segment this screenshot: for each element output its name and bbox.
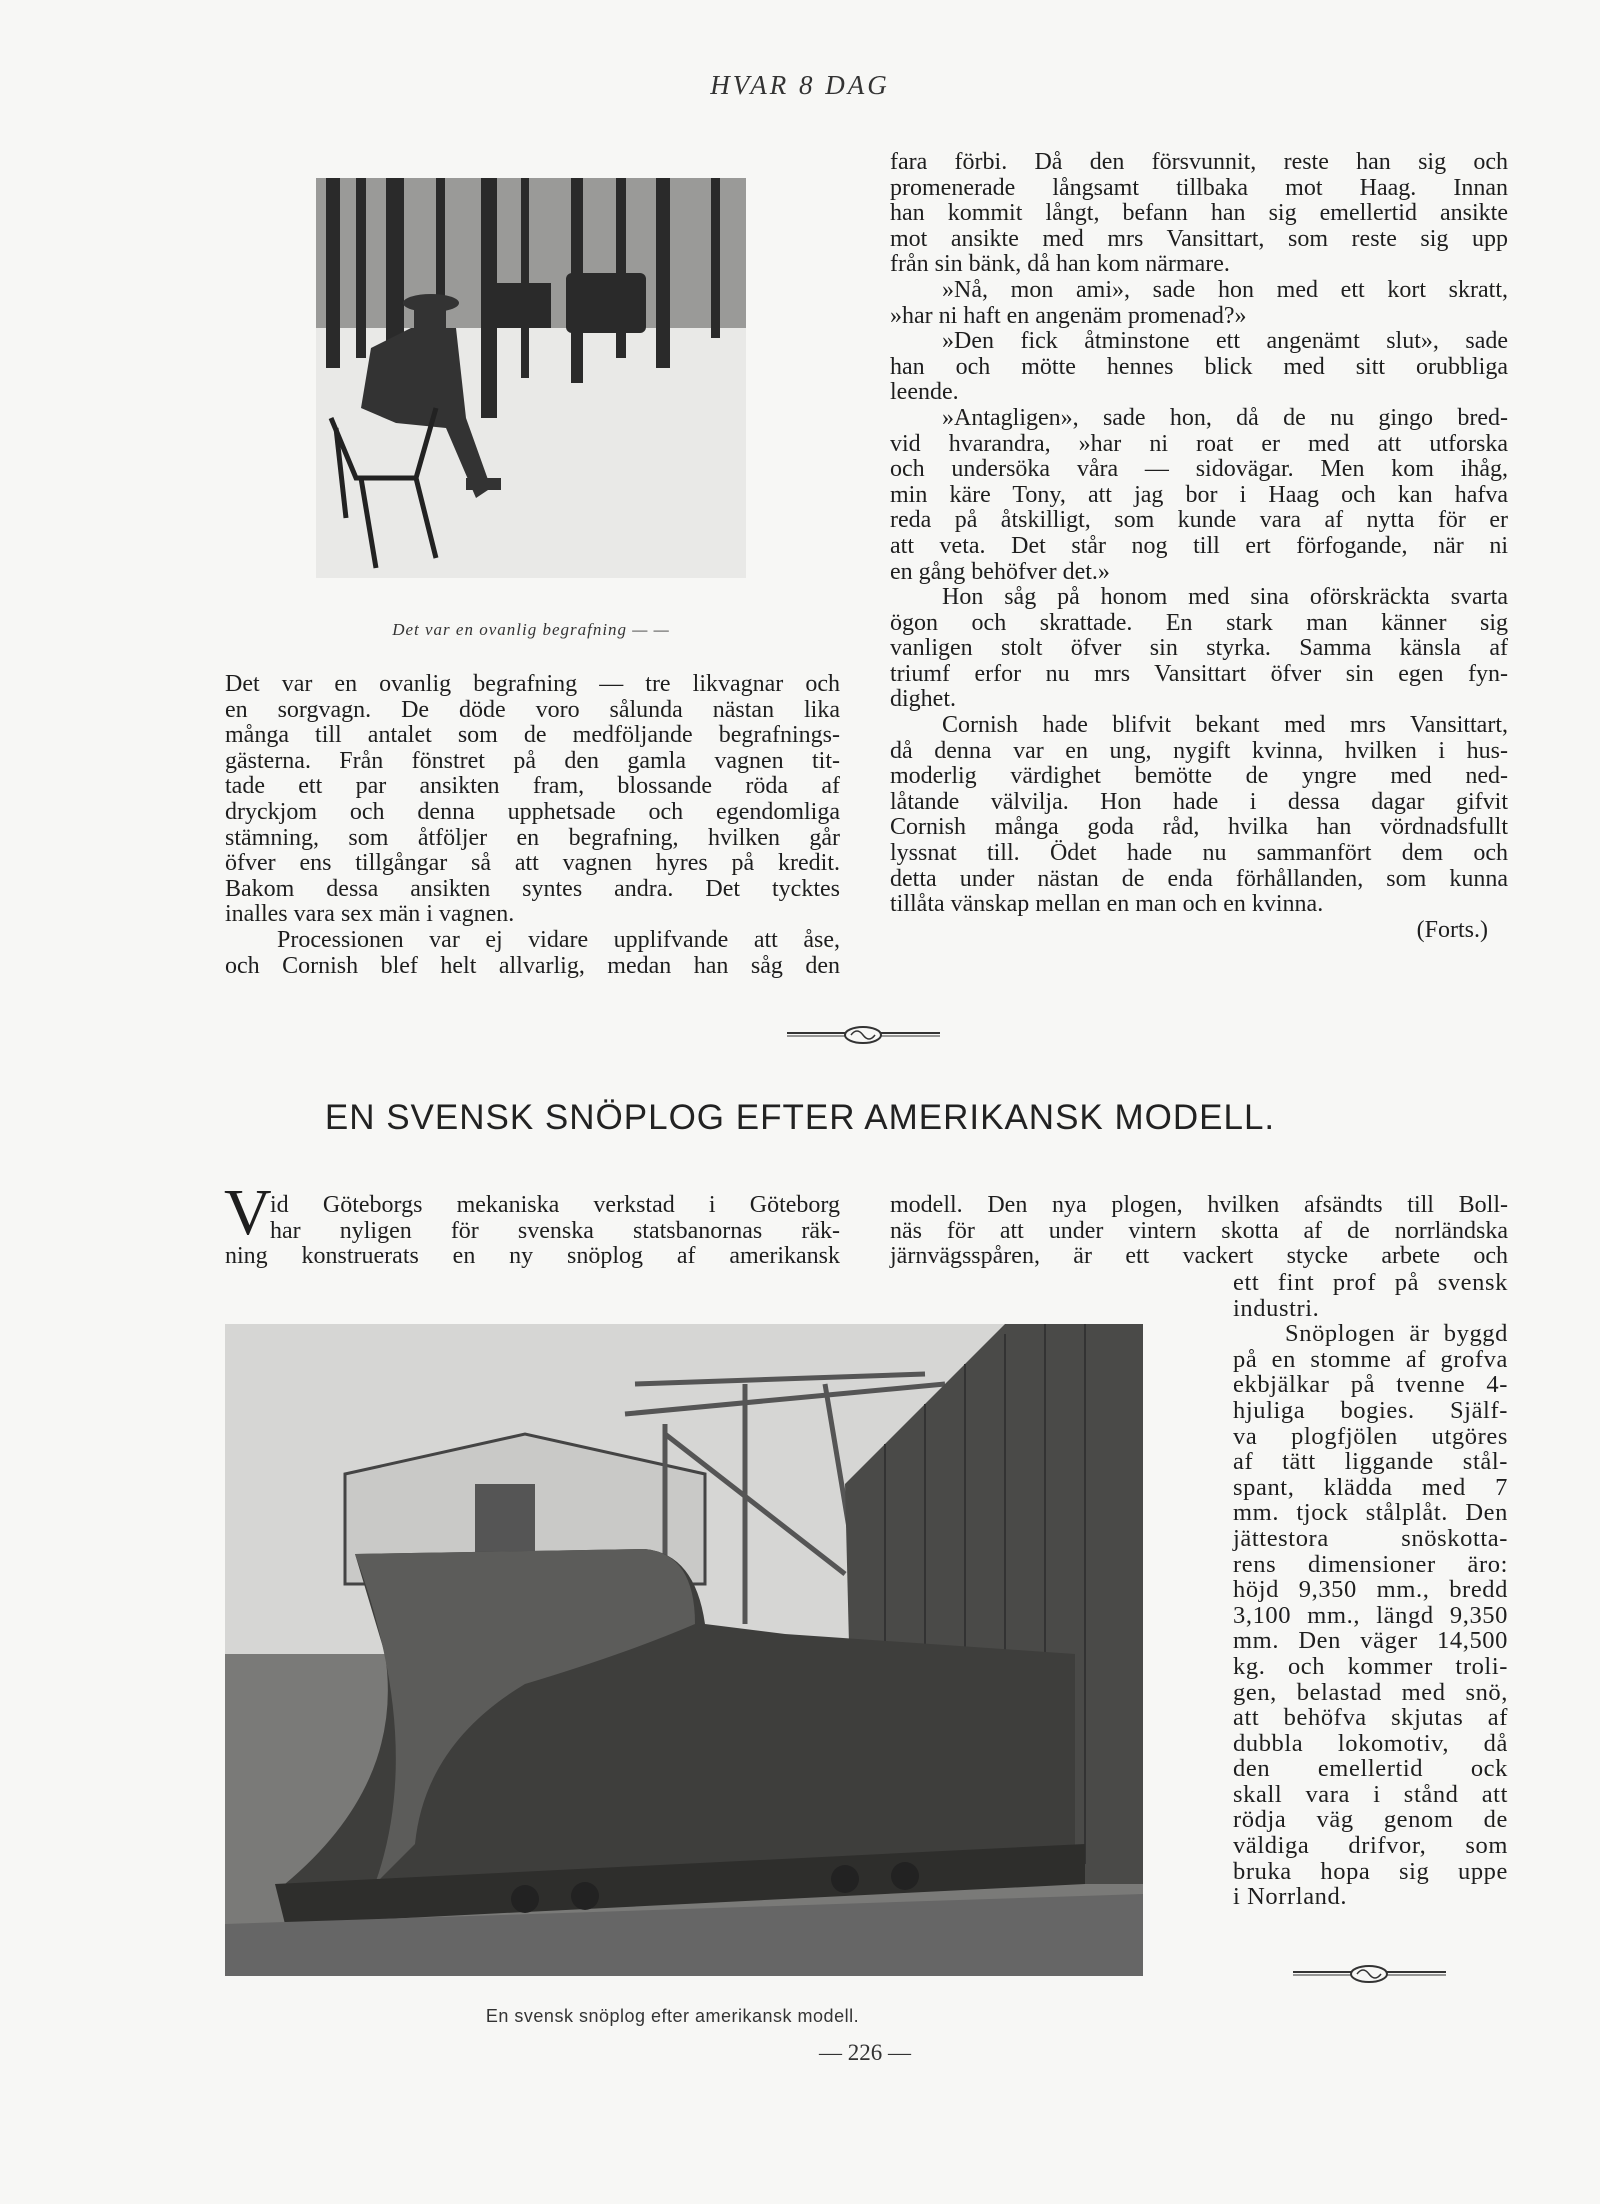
- text-line: många till antalet som de medföljande begrafnings-: [225, 722, 840, 749]
- text-line: Cornish många goda råd, hvilka han vördnadsfullt: [890, 814, 1508, 841]
- text-line: Processionen var ej vidare upplifvande att åse,: [277, 926, 840, 953]
- text-line: 3,100 mm., längd 9,350: [1233, 1601, 1508, 1629]
- text-line: järnvägsspåren, är ett vackert stycke arbete och: [890, 1243, 1508, 1270]
- text-line: »har ni haft en angenäm promenad?»: [890, 302, 1247, 329]
- text-line: tillåta vänskap mellan en man och en kvinna.: [890, 891, 1324, 918]
- drop-cap: V: [224, 1176, 272, 1249]
- text-line: rens dimensioner äro:: [1233, 1550, 1508, 1578]
- text-line: i Norrland.: [1233, 1883, 1348, 1911]
- text-line: vid hvarandra, »har ni roat er med att utforska: [890, 430, 1508, 457]
- text-line: den emellertid ock: [1233, 1755, 1508, 1783]
- ornament-divider: [787, 1024, 940, 1044]
- text-line: ögon och skrattade. En stark man känner sig: [890, 609, 1508, 636]
- text-line: från sin bänk, då han kom närmare.: [890, 251, 1230, 278]
- ornament-divider-end: [1293, 1963, 1446, 1983]
- text-line: att behöfva skjutas af: [1233, 1704, 1508, 1732]
- text-line: mm. tjock stålplåt. Den: [1233, 1499, 1508, 1527]
- snowplow-image: [225, 1324, 1143, 1976]
- text-line: ning konstruerats en ny snöplog af amerikansk: [225, 1243, 840, 1270]
- text-line: mot ansikte med mrs Vansittart, som reste sig upp: [890, 225, 1508, 252]
- text-line: rödja väg genom de: [1233, 1806, 1508, 1834]
- text-line: triumf erfor nu mrs Vansittart öfver sin egen fyn-: [890, 660, 1508, 687]
- text-line: moderlig värdighet bemötte de yngre med ned-: [890, 763, 1508, 790]
- text-line: mm. Den väger 14,500: [1233, 1627, 1508, 1655]
- text-line: modell. Den nya plogen, hvilken afsändts till Boll-: [890, 1192, 1508, 1218]
- text-line: ekbjälkar på tvenne 4-: [1233, 1371, 1508, 1399]
- text-line: gästerna. Från fönstret på den gamla vagnen tit-: [225, 747, 840, 774]
- text-line: dubbla lokomotiv, då: [1233, 1729, 1508, 1757]
- text-line: promenerade långsamt tillbaka mot Haag. Innan: [890, 174, 1508, 201]
- text-line: stämning, som åtföljer en begrafning, hvilken går: [225, 824, 840, 851]
- funeral-illustration: [316, 178, 746, 578]
- article-narrow-column: [1233, 1270, 1508, 1910]
- text-line: och Cornish blef helt allvarlig, medan han såg den: [225, 952, 840, 979]
- text-line: inalles vara sex män i vagnen.: [225, 901, 515, 928]
- text-line: Bakom dessa ansikten syntes andra. Det tycktes: [225, 875, 840, 902]
- text-line: »Antagligen», sade hon, då de nu gingo bred-: [942, 404, 1508, 431]
- article-right-column: [890, 1193, 1508, 1270]
- text-line: öfver ens tillgångar så att vagnen hyres på kredit.: [225, 850, 840, 877]
- text-line: jättestora snöskotta-: [1233, 1524, 1508, 1552]
- text-line: näs för att under vintern skotta af de norrländska: [890, 1217, 1508, 1244]
- text-line: höjd 9,350 mm., bredd: [1233, 1576, 1508, 1604]
- text-line: kg. och kommer troli-: [1233, 1652, 1508, 1680]
- text-line: »Den fick åtminstone ett angenämt slut», sade: [942, 328, 1508, 355]
- story-right-column: [890, 150, 1508, 943]
- text-line: leende.: [890, 379, 959, 406]
- text-line: dighet.: [890, 686, 956, 713]
- text-line: lyssnat till. Ödet hade nu sammanfört dem och: [890, 840, 1508, 867]
- text-line: Snöplogen är byggd: [1285, 1320, 1508, 1348]
- page-number: — 226 —: [819, 2040, 911, 2065]
- illustration-caption: Det var en ovanlig begrafning — —: [392, 620, 670, 639]
- text-line: på en stomme af grofva: [1233, 1345, 1508, 1373]
- continued-note: (Forts.): [1416, 916, 1488, 943]
- text-line: gen, belastad med snö,: [1233, 1678, 1508, 1706]
- text-line: fara förbi. Då den försvunnit, reste han sig och: [890, 149, 1508, 175]
- text-line: hjuliga bogies. Själf-: [1233, 1396, 1508, 1424]
- text-line: va plogfjölen utgöres: [1233, 1422, 1508, 1450]
- text-line: Hon såg på honom med sina oförskräckta svarta: [942, 584, 1508, 611]
- story-left-column: [225, 672, 840, 979]
- text-line: låtande välvilja. Hon hade i dessa dagar gifvit: [890, 788, 1508, 815]
- text-line: vanligen stolt öfver sin styrka. Samma känsla af: [890, 635, 1508, 662]
- text-line: industri.: [1233, 1294, 1320, 1322]
- text-line: han och mötte hennes blick med sitt orubbliga: [890, 353, 1508, 380]
- text-line: Det var en ovanlig begrafning — tre likvagnar och: [225, 671, 840, 697]
- text-line: detta under nästan de enda förhållanden, som kunna: [890, 865, 1508, 892]
- text-line: en sorgvagn. De döde voro sålunda nästan lika: [225, 696, 840, 723]
- text-line: Cornish hade blifvit bekant med mrs Vansittart,: [942, 712, 1508, 739]
- text-line: en gång behöfver det.»: [890, 558, 1110, 585]
- text-line: skall vara i stånd att: [1233, 1780, 1508, 1808]
- text-line: att veta. Det står nog till ert förfogande, när ni: [890, 532, 1508, 559]
- text-line: min käre Tony, att jag bor i Haag och kan hafva: [890, 481, 1508, 508]
- text-line: ett fint prof på svensk: [1233, 1269, 1508, 1296]
- text-line: väldiga drifvor, som: [1233, 1832, 1508, 1860]
- running-head: HVAR 8 DAG: [710, 70, 890, 100]
- illustration-image: [316, 178, 746, 578]
- photo-caption: En svensk snöplog efter amerikansk modell.: [485, 2006, 860, 2026]
- text-line: bruka hopa sig uppe: [1233, 1857, 1508, 1885]
- snowplow-photo: [225, 1324, 1143, 1976]
- text-line: har nyligen för svenska statsbanornas räk-: [270, 1217, 840, 1244]
- text-line: id Göteborgs mekaniska verkstad i Göteborg: [270, 1192, 840, 1218]
- text-line: dryckjom och denna upphetsade och egendomliga: [225, 798, 840, 825]
- text-line: »Nå, mon ami», sade hon med ett kort skratt,: [942, 276, 1508, 303]
- text-line: han kommit långt, befann han sig emellertid ansikte: [890, 200, 1508, 227]
- text-line: spant, klädda med 7: [1233, 1473, 1508, 1501]
- text-line: tade ett par ansikten fram, blossande röda af: [225, 773, 840, 800]
- text-line: och undersöka våra — sidovägar. Men kom ihåg,: [890, 456, 1508, 483]
- article-title: EN SVENSK SNÖPLOG EFTER AMERIKANSK MODELL.: [324, 1098, 1276, 1137]
- article-left-column: [225, 1193, 840, 1270]
- text-line: af tätt liggande stål-: [1233, 1448, 1508, 1476]
- text-line: då denna var en ung, nygift kvinna, hvilken i hus-: [890, 737, 1508, 764]
- text-line: reda på åtskilligt, som kunde vara af nytta för er: [890, 507, 1508, 534]
